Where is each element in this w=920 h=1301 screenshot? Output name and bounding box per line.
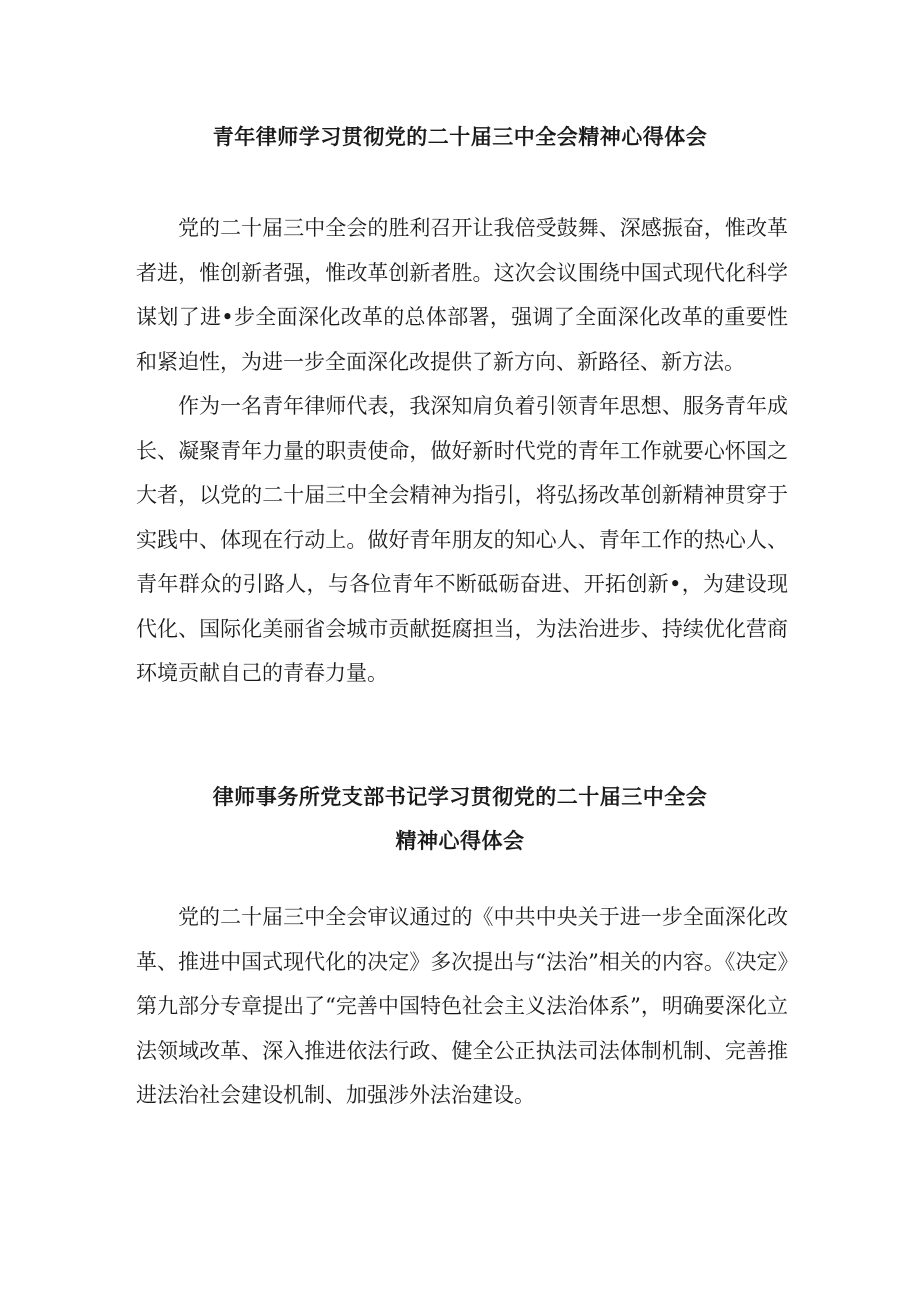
- section1-title: 青年律师学习贯彻党的二十届三中全会精神心得体会: [212, 125, 708, 149]
- section2-paragraph-1: 党的二十届三中全会审议通过的《中共中央关于进一步全面深化改革、推进中国式现代化的决定》多次提出与“法治”相关的内容。《决定》第九部分专章提出了“完善中国特色社会主义法治体系”，明确要深化立法领域改革、深入推进依法行政、健全公正执法司法体制机制、完善推进法治社会建设机制、加强涉外法治建设。: [136, 905, 788, 1107]
- section2-title-line1: 律师事务所党支部书记学习贯彻党的二十届三中全会: [212, 785, 708, 809]
- section2-body: [136, 895, 788, 1118]
- section1-paragraph-2: 作为一名青年律师代表，我深知肩负着引领青年思想、服务青年成长、凝聚青年力量的职责使命，做好新时代党的青年工作就要心怀国之大者，以党的二十届三中全会精神为指引，将弘扬改革创新精神贯穿于实践中、体现在行动上。做好青年朋友的知心人、青年工作的热心人、青年群众的引路人，与各位青年不断砥砺奋进、开拓创新•，为建设现代化、国际化美丽省会城市贡献挺腐担当，为法治进步、持续优化营商环境贡献自己的青春力量。: [136, 394, 788, 685]
- section2-title-line2: 精神心得体会: [395, 829, 525, 853]
- section1-paragraph-1: 党的二十届三中全会的胜利召开让我倍受鼓舞、深感振奋，惟改革者进，惟创新者强，惟改革创新者胜。这次会议围绕中国式现代化科学谋划了进•步全面深化改革的总体部署，强调了全面深化改革的重要性和紧迫性，为进一步全面深化改提供了新方向、新路径、新方法。: [136, 216, 788, 374]
- section1-body: [136, 206, 788, 696]
